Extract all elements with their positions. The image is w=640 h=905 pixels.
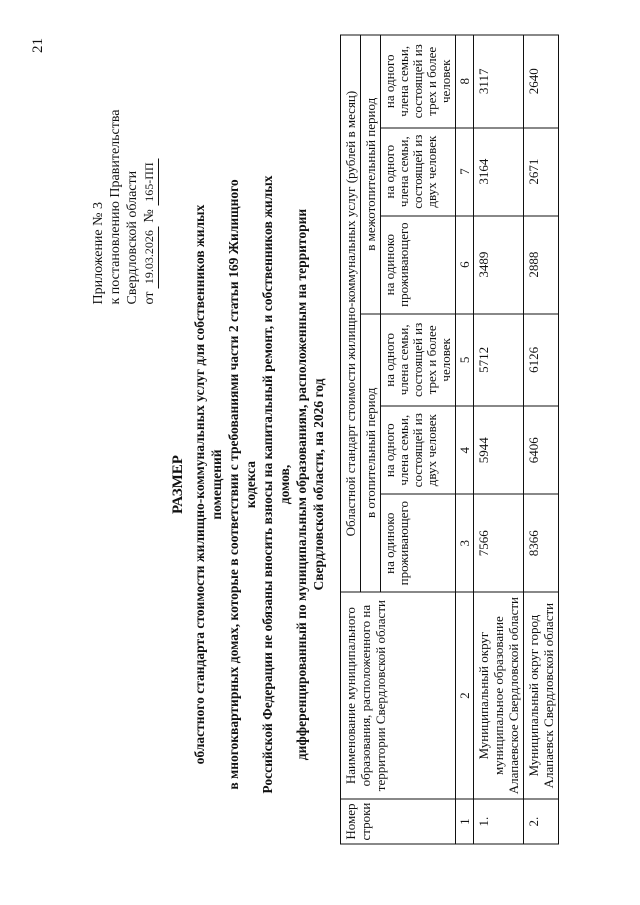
column-number: 2 [456,592,474,799]
value-cell: 6126 [524,314,559,407]
value-cell: 5944 [474,406,524,494]
column-number: 8 [456,35,474,128]
page-number: 21 [30,38,46,53]
column-number: 4 [456,406,474,494]
standards-table [340,35,559,845]
heading-line: в многоквартирных домах, которые в соответствии с требованиями части 2 статьи 169 Жилищного кодекса [226,179,258,790]
appendix-block [90,25,159,305]
subheader-three: на одного члена семьи, состоящей из трех и более человек [381,35,456,128]
header-row-number: Номер строки [341,799,456,844]
heading-line: дифференцированный по муниципальным образованиям, расположенным на территории [294,208,309,761]
appendix-line2: к постановлению Правительства [108,109,123,305]
column-number: 3 [456,494,474,592]
column-number: 5 [456,314,474,407]
heading-line: областного стандарта стоимости жилищно-коммунальных услуг для собственников жилых помещений [192,204,224,765]
decree-number: 165-ПП [141,158,159,205]
header-nonheating-period: в межотопительный период [361,35,381,314]
decree-date: 19.03.2026 [141,226,159,288]
appendix-line3: Свердловской области [125,170,140,305]
header-heating-period: в отопительный период [361,314,381,593]
row-number: 1. [474,799,524,844]
value-cell: 2888 [524,216,559,314]
subheader-single: на одиноко проживающего [381,494,456,592]
heading-line: Свердловской области, на 2026 год [311,378,326,591]
subheader-three: на одного члена семьи, состоящей из трех и более человек [381,314,456,407]
document-heading [170,175,327,795]
value-cell: 3164 [474,128,524,216]
subheader-single: на одиноко проживающего [381,216,456,314]
appendix-line1: Приложение № 3 [91,202,106,305]
value-cell: 8366 [524,494,559,592]
value-cell: 2671 [524,128,559,216]
municipality-name: Муниципальный округ муниципальное образование Алапаевское Свердловской области [474,592,524,799]
header-standard: Областной стандарт стоимости жилищно-коммунальных услуг (рублей в месяц) [341,35,361,592]
number-label: № [142,209,157,223]
column-number: 7 [456,128,474,216]
value-cell: 2640 [524,35,559,128]
heading-line: Российской Федерации не обязаны вносить взносы на капитальный ремонт, и собственников жилых домов, [260,175,292,794]
table-row [524,35,559,844]
rotated-page [20,20,620,885]
appendix-date-line [141,25,159,305]
table-row [474,35,524,844]
subheader-two: на одного члена семьи, состоящей из двух человек [381,128,456,216]
value-cell: 3489 [474,216,524,314]
subheader-two: на одного члена семьи, состоящей из двух человек [381,406,456,494]
municipality-name: Муниципальный округ город Алапаевск Свердловской области [524,592,559,799]
date-prefix: от [142,291,157,305]
document-title: РАЗМЕР [170,455,186,514]
value-cell: 5712 [474,314,524,407]
column-number: 6 [456,216,474,314]
value-cell: 7566 [474,494,524,592]
header-municipality: Наименование муниципального образования, расположенного на территории Свердловской области [341,592,456,799]
value-cell: 3117 [474,35,524,128]
value-cell: 6406 [524,406,559,494]
row-number: 2. [524,799,559,844]
column-number: 1 [456,799,474,844]
